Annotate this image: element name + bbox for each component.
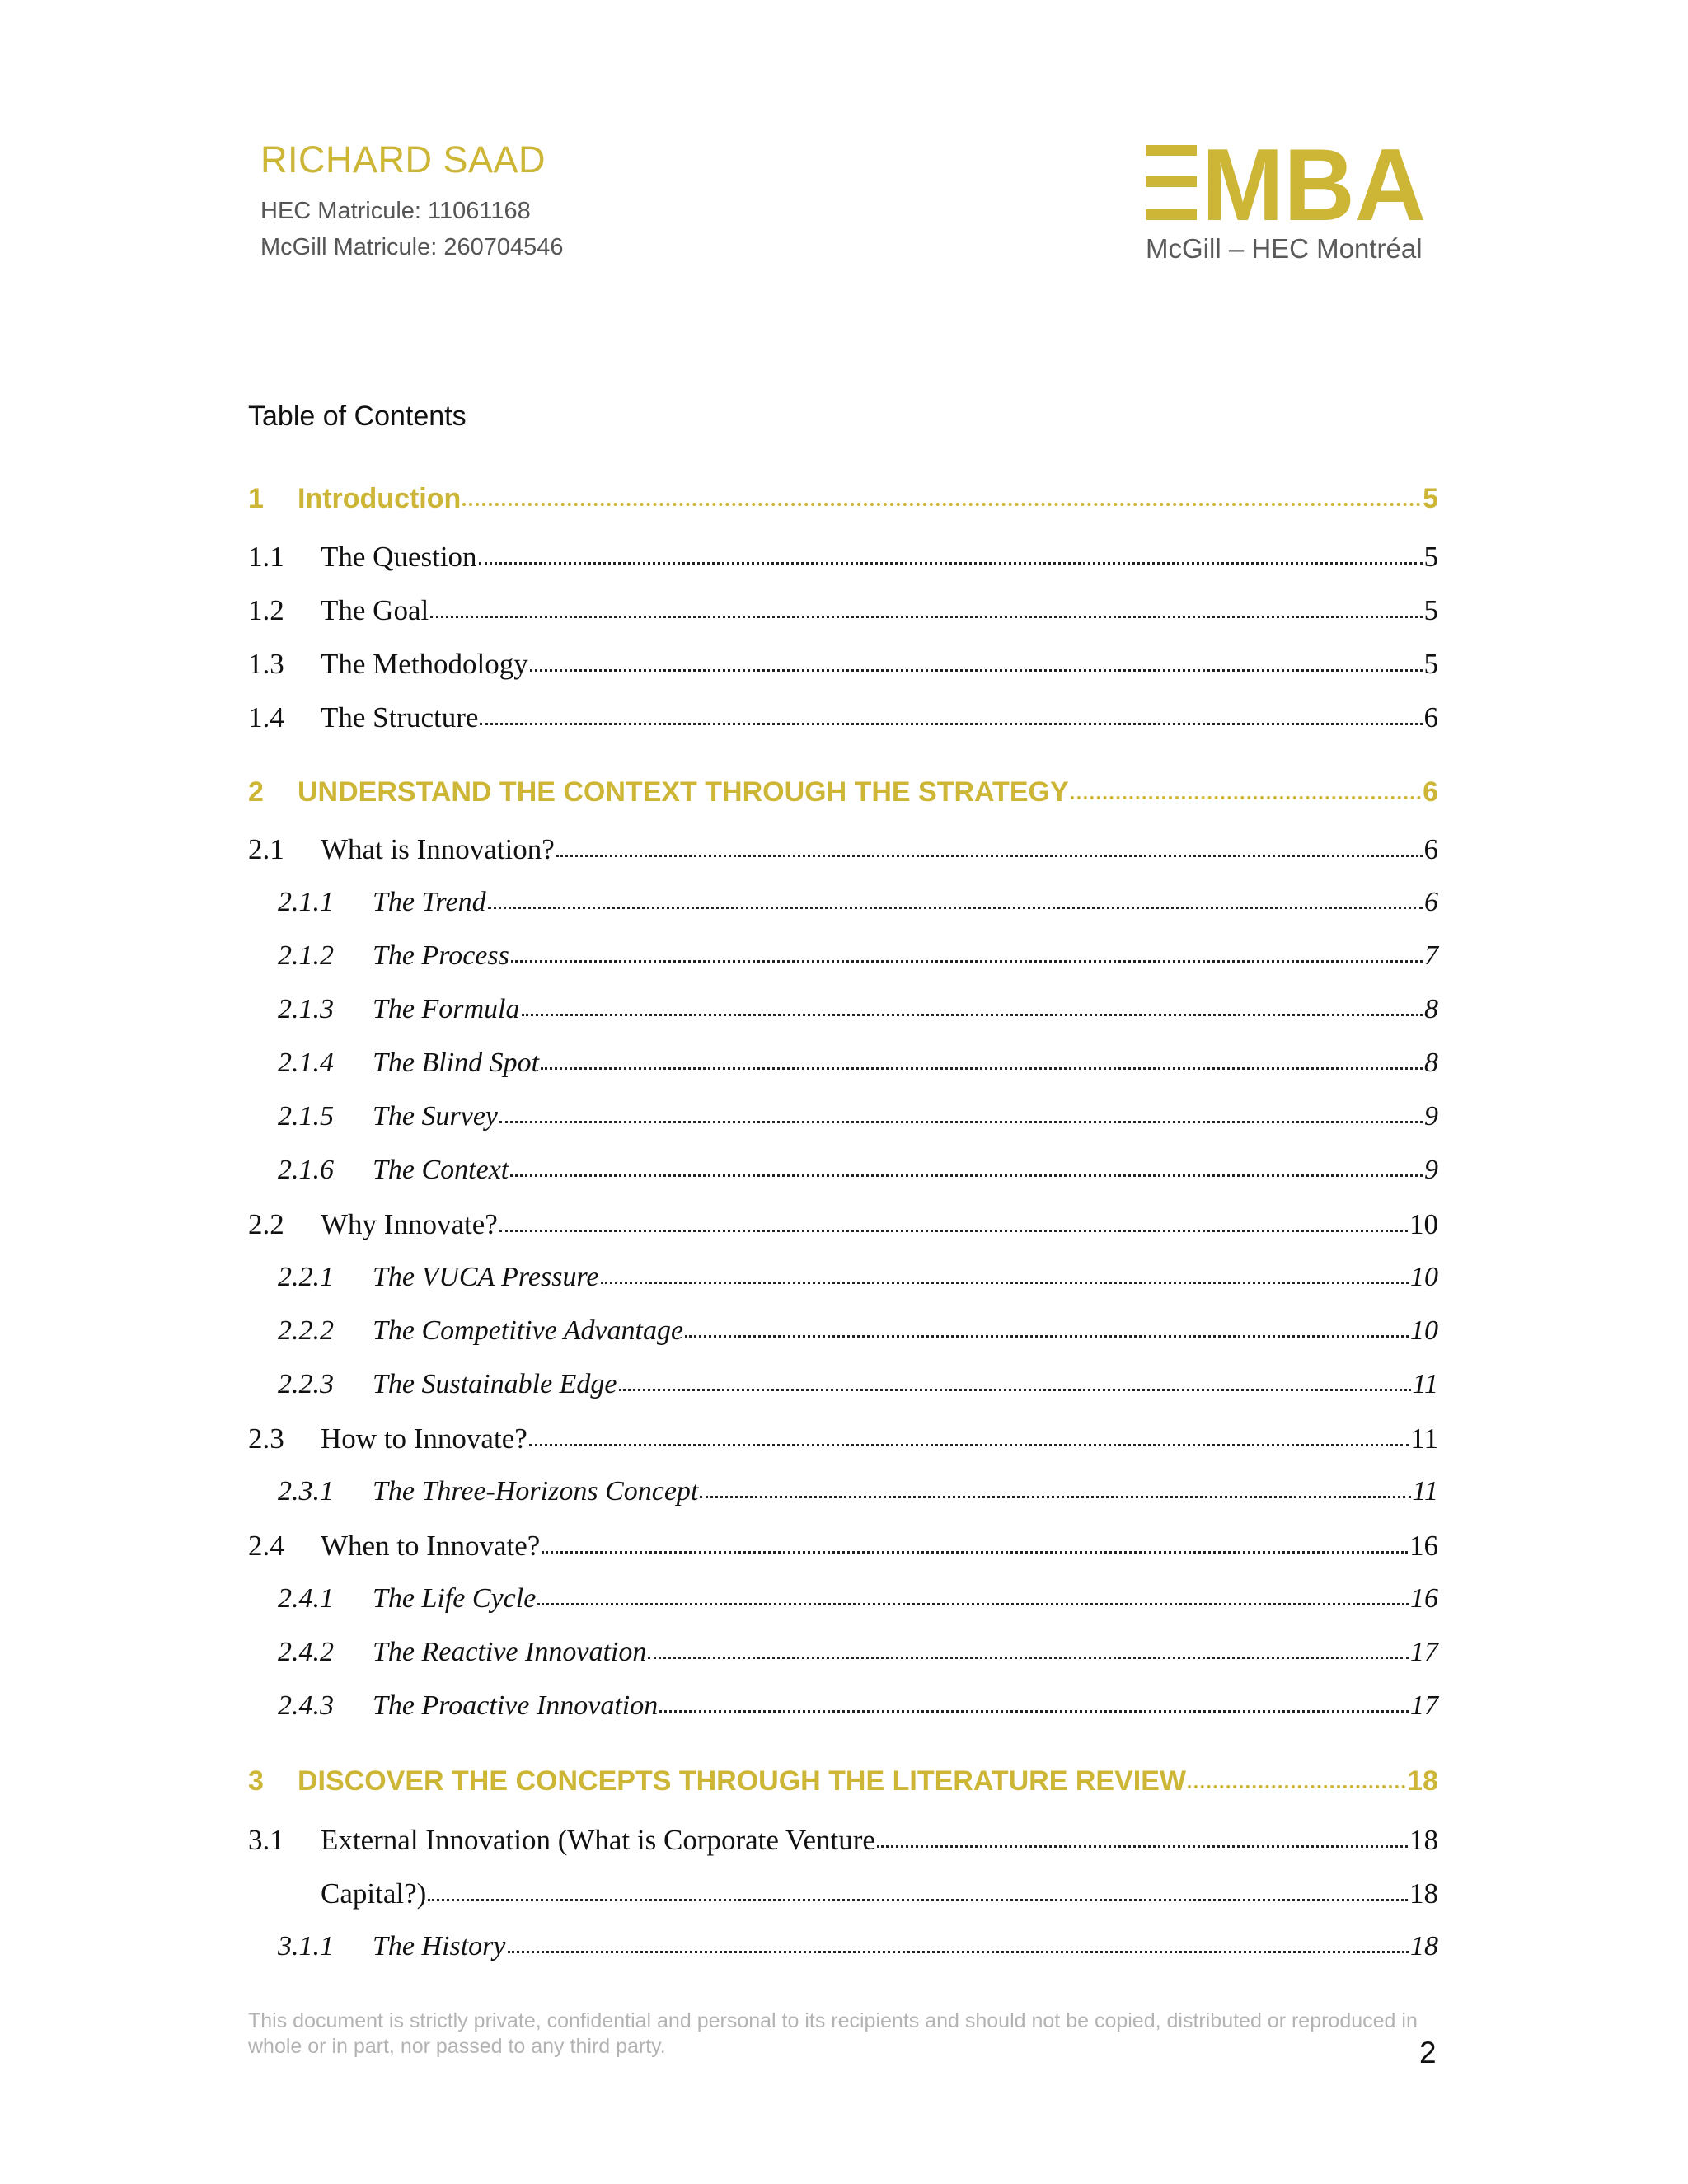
toc-entry[interactable] <box>278 994 1438 1025</box>
toc-entry[interactable] <box>248 1765 1438 1797</box>
toc-entry[interactable] <box>248 594 1438 627</box>
dot-leader <box>700 1496 1410 1498</box>
toc-entry-label: UNDERSTAND THE CONTEXT THROUGH THE STRATEGY <box>298 776 1069 808</box>
dot-leader <box>508 1951 1409 1953</box>
dot-leader <box>1188 1785 1405 1788</box>
toc-entry[interactable] <box>278 1155 1438 1186</box>
toc-entry-page: 8 <box>1424 994 1438 1024</box>
toc-entry[interactable] <box>248 701 1438 734</box>
dot-leader <box>499 1230 1408 1232</box>
toc-entry-number: 2.3 <box>248 1422 284 1455</box>
toc-entry-page: 6 <box>1423 776 1438 808</box>
toc-entry[interactable] <box>248 1422 1438 1455</box>
toc-entry-number: 2.1.4 <box>278 1047 334 1078</box>
toc-entry-page: 11 <box>1412 1476 1438 1507</box>
toc-entry-number: 2 <box>248 776 264 808</box>
toc-entry[interactable] <box>248 541 1438 574</box>
toc-entry[interactable] <box>278 1637 1438 1668</box>
toc-entry-label: The Goal <box>321 594 429 626</box>
toc-entry-number: 2.1.2 <box>278 940 334 971</box>
toc-entry-label: The Trend <box>373 887 486 917</box>
toc-entry-page: 10 <box>1410 1315 1438 1346</box>
dot-leader <box>648 1657 1409 1659</box>
toc-entry-page: 16 <box>1409 1530 1438 1562</box>
dot-leader <box>479 562 1423 565</box>
toc-entry[interactable] <box>278 1369 1438 1400</box>
toc-entry-number: 2.2 <box>248 1208 284 1240</box>
toc-entry-label: The Blind Spot <box>373 1047 540 1078</box>
toc-entry-page: 6 <box>1424 887 1438 917</box>
toc-entry-label: Why Innovate? <box>321 1208 498 1240</box>
toc-entry[interactable] <box>248 483 1438 515</box>
toc-entry[interactable] <box>248 1208 1438 1241</box>
dot-leader <box>428 1899 1408 1901</box>
dot-leader <box>601 1282 1409 1284</box>
mcgill-matricule: McGill Matricule: 260704546 <box>260 234 564 260</box>
toc-entry-page: 11 <box>1412 1369 1438 1399</box>
toc-entry-page: 5 <box>1423 483 1438 514</box>
dot-leader <box>511 960 1423 963</box>
toc-entry-page: 5 <box>1423 594 1438 626</box>
svg-text:MBA: MBA <box>1202 145 1426 242</box>
toc-entry-number: 3 <box>248 1765 264 1797</box>
toc-entry-page: 7 <box>1424 940 1438 971</box>
toc-entry-number: 1 <box>248 483 264 514</box>
confidentiality-notice: This document is strictly private, confidential and personal to its recipients and should not be copied, distributed or reproduced in whole or in part, nor passed to any third party. <box>248 2009 1418 2058</box>
toc-entry[interactable] <box>278 1315 1438 1347</box>
dot-leader <box>480 723 1422 725</box>
toc-entry-page: 18 <box>1409 1824 1438 1856</box>
toc-entry-label: The Competitive Advantage <box>373 1315 684 1346</box>
toc-entry-page: 6 <box>1423 701 1438 733</box>
dot-leader <box>542 1551 1408 1554</box>
toc-entry-label: The Sustainable Edge <box>373 1369 617 1399</box>
dot-leader <box>430 616 1422 618</box>
toc-entry-number: 2.4.1 <box>278 1583 334 1614</box>
toc-entry-label: External Innovation (What is Corporate Venture <box>321 1824 875 1856</box>
toc-entry-label: The Proactive Innovation <box>373 1690 659 1721</box>
toc-entry-label: DISCOVER THE CONCEPTS THROUGH THE LITERATURE REVIEW <box>298 1765 1186 1797</box>
toc-entry[interactable] <box>278 1047 1438 1079</box>
toc-entry[interactable] <box>278 1690 1438 1722</box>
toc-entry-label: The Context <box>373 1155 509 1185</box>
toc-entry[interactable] <box>278 1262 1438 1293</box>
toc-entry-label: The Life Cycle <box>373 1583 537 1614</box>
toc-entry-label: The VUCA Pressure <box>373 1262 599 1292</box>
toc-entry-number: 3.1 <box>248 1824 284 1856</box>
toc-entry[interactable] <box>248 1530 1438 1563</box>
toc-entry-page: 5 <box>1423 541 1438 573</box>
toc-entry-label: The Survey <box>373 1101 499 1132</box>
toc-entry-page: 10 <box>1410 1262 1438 1292</box>
toc-entry-number: 1.1 <box>248 541 284 573</box>
dot-leader <box>510 1174 1423 1177</box>
toc-entry-number: 2.2.3 <box>278 1369 334 1399</box>
toc-entry-page: 18 <box>1410 1931 1438 1961</box>
author-name: RICHARD SAAD <box>260 138 546 180</box>
toc-entry-number: 2.1.1 <box>278 887 334 917</box>
toc-entry-number: 1.2 <box>248 594 284 626</box>
toc-entry[interactable] <box>278 940 1438 972</box>
dot-leader <box>537 1603 1409 1605</box>
dot-leader <box>1071 796 1421 799</box>
toc-entry-number: 2.3.1 <box>278 1476 334 1507</box>
dot-leader <box>530 669 1423 672</box>
toc-entry-number: 1.3 <box>248 648 284 680</box>
toc-entry-page: 10 <box>1409 1208 1438 1240</box>
toc-entry-page: 6 <box>1423 833 1438 865</box>
toc-entry-label: Capital?) <box>321 1877 427 1910</box>
toc-entry[interactable] <box>278 1101 1438 1132</box>
toc-entry-page: 5 <box>1423 648 1438 680</box>
dot-leader <box>685 1335 1409 1338</box>
hec-matricule: HEC Matricule: 11061168 <box>260 198 531 224</box>
toc-entry-number: 2.1.6 <box>278 1155 334 1185</box>
toc-entry-label: How to Innovate? <box>321 1422 528 1455</box>
toc-entry-label: The Structure <box>321 701 479 733</box>
toc-entry[interactable] <box>278 887 1438 918</box>
toc-entry-label: Introduction <box>298 483 462 514</box>
toc-entry[interactable] <box>278 1476 1438 1507</box>
toc-title: Table of Contents <box>248 401 467 432</box>
toc-entry-number: 2.1.5 <box>278 1101 334 1132</box>
dot-leader <box>522 1014 1423 1016</box>
toc-entry-number: 2.1.3 <box>278 994 334 1024</box>
toc-entry[interactable] <box>248 648 1438 681</box>
toc-entry-number: 1.4 <box>248 701 284 733</box>
toc-entry-label: The Three-Horizons Concept <box>373 1476 699 1507</box>
toc-entry-page: 9 <box>1424 1101 1438 1132</box>
toc-entry-label: The Process <box>373 940 509 971</box>
page-number: 2 <box>1419 2036 1437 2069</box>
toc-entry-number: 2.4.3 <box>278 1690 334 1721</box>
toc-entry-number: 2.1 <box>248 833 284 865</box>
dot-leader <box>541 1067 1423 1070</box>
toc-entry-label: The Methodology <box>321 648 528 680</box>
toc-entry-label: The Question <box>321 541 477 573</box>
toc-entry-number: 2.2.2 <box>278 1315 334 1346</box>
toc-entry-page: 17 <box>1410 1690 1438 1721</box>
toc-entry-page: 11 <box>1410 1422 1438 1455</box>
toc-entry-label: The History <box>373 1931 506 1961</box>
toc-entry[interactable] <box>248 833 1438 866</box>
toc-entry-number: 2.4.2 <box>278 1637 334 1667</box>
toc-entry-page: 18 <box>1409 1877 1438 1910</box>
toc-entry-page: 16 <box>1410 1583 1438 1614</box>
toc-entry-page: 8 <box>1424 1047 1438 1078</box>
toc-entry-page: 17 <box>1410 1637 1438 1667</box>
toc-entry[interactable] <box>278 1583 1438 1615</box>
dot-leader <box>556 855 1423 857</box>
dot-leader <box>877 1845 1408 1848</box>
dot-leader <box>499 1121 1423 1123</box>
toc-entry[interactable] <box>248 1877 1438 1910</box>
dot-leader <box>619 1389 1411 1391</box>
toc-entry[interactable] <box>248 1824 1438 1857</box>
toc-entry-page: 18 <box>1407 1765 1438 1797</box>
toc-entry-number: 2.4 <box>248 1530 284 1562</box>
dot-leader <box>529 1444 1409 1446</box>
toc-entry[interactable] <box>248 776 1438 808</box>
dot-leader <box>488 907 1423 909</box>
toc-entry-label: When to Innovate? <box>321 1530 541 1562</box>
dot-leader <box>659 1710 1409 1713</box>
toc-entry-number: 3.1.1 <box>278 1931 334 1961</box>
toc-entry[interactable] <box>278 1931 1438 1962</box>
toc-entry-label: The Formula <box>373 994 520 1024</box>
toc-entry-label: What is Innovation? <box>321 833 555 865</box>
toc-entry-number: 2.2.1 <box>278 1262 334 1292</box>
toc-entry-label: The Reactive Innovation <box>373 1637 647 1667</box>
dot-leader <box>462 503 1421 506</box>
toc-entry-page: 9 <box>1424 1155 1438 1185</box>
logo-subtitle: McGill – HEC Montréal <box>1146 233 1423 264</box>
